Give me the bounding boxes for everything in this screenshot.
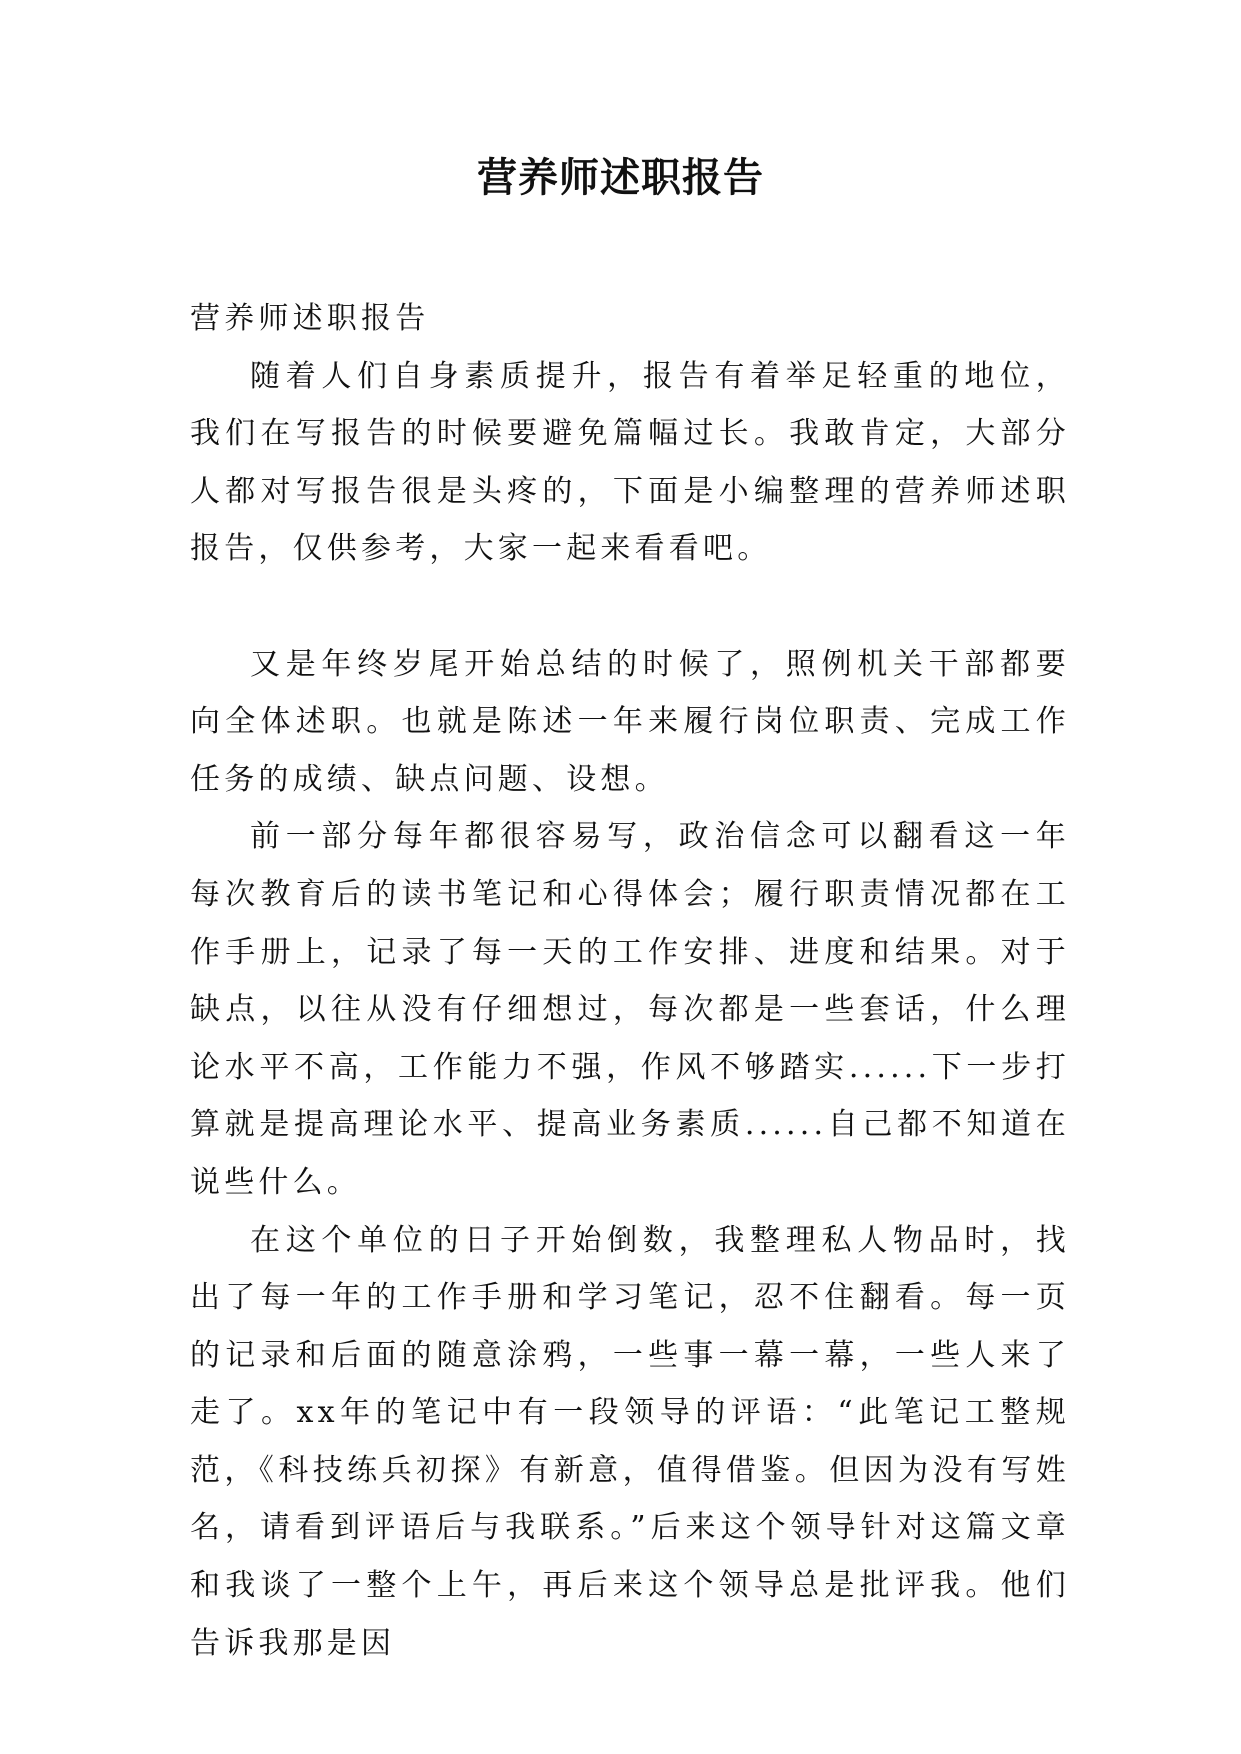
paragraph-year-end: 又是年终岁尾开始总结的时候了，照例机关干部都要向全体述职。也就是陈述一年来履行岗位职责、完成工作任务的成绩、缺点问题、设想。 (190, 646, 1070, 797)
document-subtitle: 营养师述职报告 (190, 301, 430, 336)
document-body (190, 290, 1070, 1672)
paragraph-first-part: 前一部分每年都很容易写，政治信念可以翻看这一年每次教育后的读书笔记和心得体会；履行职责情况都在工作手册上，记录了每一天的工作安排、进度和结果。对于缺点，以往从没有仔细想过，每次都是一些套话，什么理论水平不高，工作能力不强，作风不够踏实......下一步打算就是提高理论水平、提高业务素质......自己都不知道在说些什么。 (190, 819, 1070, 1200)
paragraph-intro: 随着人们自身素质提升，报告有着举足轻重的地位，我们在写报告的时候要避免篇幅过长。我敢肯定，大部分人都对写报告很是头疼的，下面是小编整理的营养师述职报告，仅供参考，大家一起来看看吧。 (190, 358, 1070, 567)
paragraph-gap (190, 578, 1070, 636)
paragraph-countdown: 在这个单位的日子开始倒数，我整理私人物品时，找出了每一年的工作手册和学习笔记，忍不住翻看。每一页的记录和后面的随意涂鸦，一些事一幕一幕，一些人来了走了。xx年的笔记中有一段领导的评语：“此笔记工整规范，《科技练兵初探》有新意，值得借鉴。但因为没有写姓名，请看到评语后与我联系。”后来这个领导针对这篇文章和我谈了一整个上午，再后来这个领导总是批评我。他们告诉我那是因 (190, 1222, 1070, 1661)
document-title: 营养师述职报告 (477, 154, 764, 201)
